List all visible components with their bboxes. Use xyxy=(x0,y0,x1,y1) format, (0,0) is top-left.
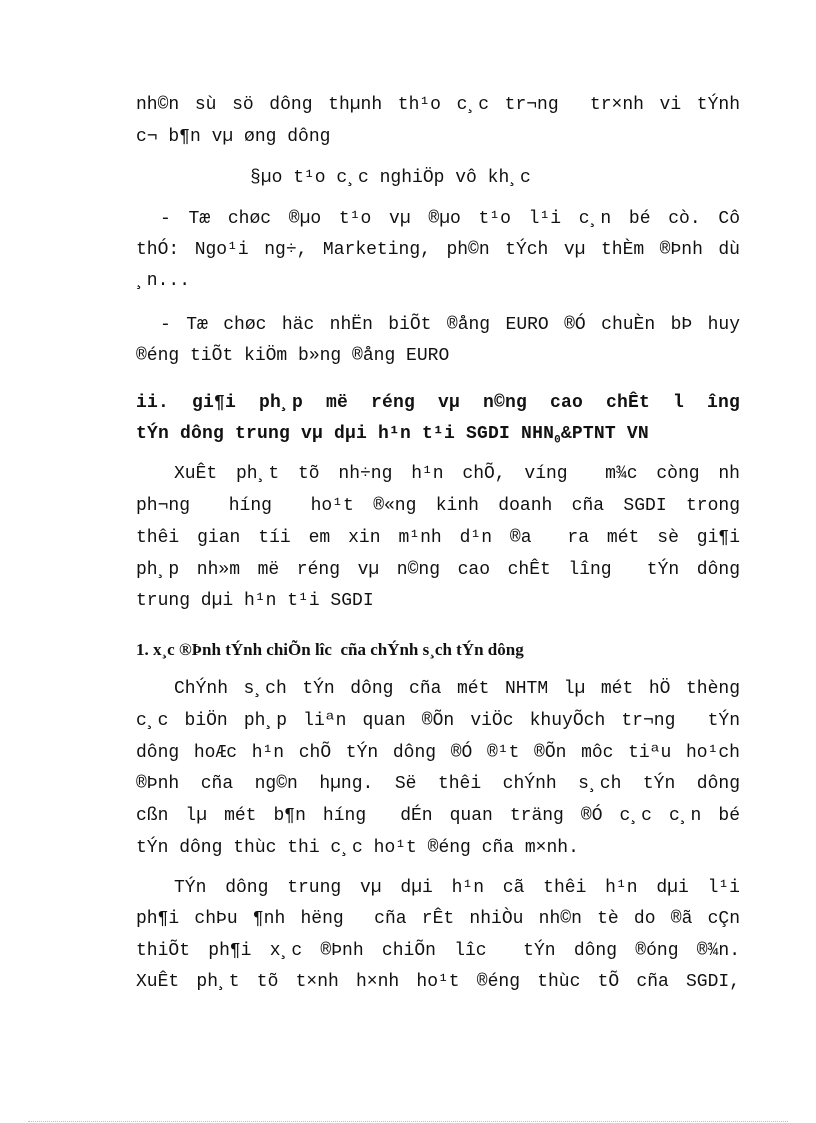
text-line: thiÕt ph¶i x¸c ®Þnh chiÕn lîc tÝn dông ®óng ®¾n. xyxy=(136,941,740,961)
section-heading-main: tÝn dông trung vµ dµi h¹n t¹i SGDI NHN xyxy=(136,424,555,444)
text-line: cßn lµ mét b¶n híng dÉn quan träng ®Ó c¸c c¸n bé xyxy=(136,806,740,826)
text-line: c¸c biÖn ph¸p liªn quan ®Õn viÖc khuyÕch tr¬ng tÝn xyxy=(136,711,740,731)
text-line: ph¸p nh»m më réng vµ n©ng cao chÊt lîng tÝn dông xyxy=(136,560,740,580)
section-heading-subscript: 0 xyxy=(554,434,561,447)
page-bottom-rule xyxy=(28,1121,788,1122)
text-line: ChÝnh s¸ch tÝn dông cña mét NHTM lµ mét hÖ thèng xyxy=(174,679,740,699)
section-subtitle: §µo t¹o c¸c nghiÖp vô kh¸c xyxy=(250,168,531,188)
text-line: dông hoÆc h¹n chÕ tÝn dông ®Ó ®¹t ®Õn môc tiªu ho¹ch xyxy=(136,743,740,763)
bullet-line: - Tæ chøc häc nhËn biÕt ®ång EURO ®Ó chuÈn bÞ huy xyxy=(160,315,740,335)
text-line: c¬ b¶n vµ øng dông xyxy=(136,127,331,147)
text-line: ph¬ng híng ho¹t ®«ng kinh doanh cña SGDI trong xyxy=(136,496,740,516)
text-line: trung dµi h¹n t¹i SGDI xyxy=(136,591,374,611)
text-line: thêi gian tíi em xin m¹nh d¹n ®a ra mét sè gi¶i xyxy=(136,528,740,548)
section-heading xyxy=(136,423,740,452)
section-heading-suffix: &PTNT VN xyxy=(560,424,649,444)
text-line: nh©n sù sö dông thµnh th¹o c¸c tr¬ng tr×nh vi tÝnh xyxy=(136,95,740,115)
bullet-line: - Tæ chøc ®µo t¹o vµ ®µo t¹o l¹i c¸n bé cò. Cô xyxy=(160,209,740,229)
text-line: XuÊt ph¸t tõ t×nh h×nh ho¹t ®éng thùc tÕ cña SGDI, xyxy=(136,972,740,992)
text-line: XuÊt ph¸t tõ nh÷ng h¹n chÕ, víng m¾c còng nh xyxy=(174,464,740,484)
text-line: ®éng tiÕt kiÖm b»ng ®ång EURO xyxy=(136,346,450,366)
text-line: ®Þnh cña ng©n hµng. Së thêi chÝnh s¸ch tÝn dông xyxy=(136,774,740,794)
text-line: ¸n... xyxy=(136,271,191,291)
text-line: tÝn dông thùc thi c¸c ho¹t ®éng cña m×nh. xyxy=(136,838,579,858)
text-line: thÓ: Ngo¹i ng÷, Marketing, ph©n tÝch vµ thÈm ®Þnh dù xyxy=(136,240,740,260)
section-heading: ii. gi¶i ph¸p më réng vµ n©ng cao chÊt l îng xyxy=(136,393,740,413)
text-line: TÝn dông trung vµ dµi h¹n cã thêi h¹n dµi l¹i xyxy=(174,878,740,898)
text-line: ph¶i chÞu ¶nh hëng cña rÊt nhiÒu nh©n tè do ®ã cÇn xyxy=(136,909,740,929)
subsection-heading: 1. x¸c ®Þnh tÝnh chiÕn lîc cña chÝnh s¸ch tÝn dông xyxy=(136,640,524,659)
